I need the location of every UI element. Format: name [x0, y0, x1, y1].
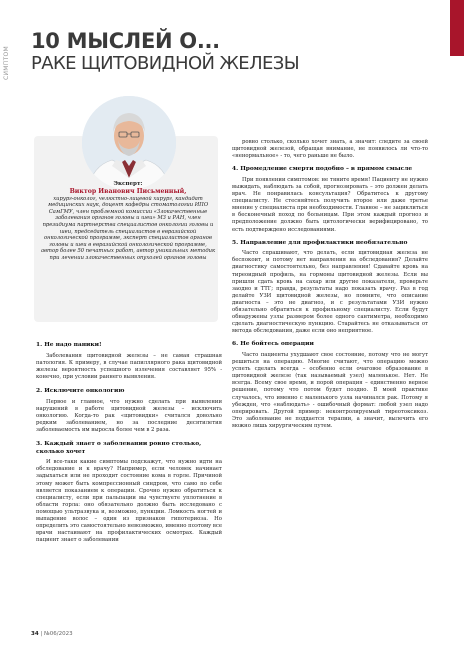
paragraph: Часто пациенты ухудшают свое состояние, потому что не могут решиться на операцию. Многие считают, что операцию можно успеть сделать всегда – особенно если очаговое образование в щитовидной железе (так называемый узел) маленькое. Нет. Не всегда. Всему свое время, и порой операция – единственно верное решение, потому что потом будет поздно. В моей практике случалось, что именно с маленького узла начинался рак. Потому я убежден, что «наблюдать» - ошибочный формат: любой узел надо оперировать. Другой пример: неконтролируемый тиреотоксикоз. Это заболевание не поддается терапии, а значит, вылечить его можно лишь хирургическим путем. [232, 351, 428, 429]
section-heading: 1. Не надо паники! [36, 341, 102, 348]
page-title: 10 МЫСЛЕЙ О... [31, 29, 220, 53]
page-number: 34 [31, 631, 39, 637]
section-heading: 5. Направление для профилактики необязательно [232, 238, 408, 246]
accent-bar [450, 0, 464, 56]
expert-label: Эксперт: [113, 181, 143, 187]
page-footer [31, 631, 231, 637]
section-heading: 2. Исключите онкологию [36, 386, 125, 394]
section-heading: 4. Промедление смерти подобно – в прямом смысле [232, 165, 413, 173]
issue-number: | №06/2023 [40, 631, 73, 637]
page-subtitle: РАКЕ ЩИТОВИДНОЙ ЖЕЛЕЗЫ [31, 53, 300, 74]
expert-info [40, 181, 216, 262]
paragraph: Первое и главное, что нужно сделать при выявлении нарушений в работе щитовидной железы – исключить онкологию. Когда-то рак «щитовидки» считался довольно редким заболеванием, но за последние десятилетия заболеваемость им выросла более чем в 2 раза. [36, 398, 222, 433]
section-heading: 6. Не бойтесь операции [232, 340, 314, 348]
expert-name: Виктор Иванович Письменный, [69, 187, 187, 195]
right-column [232, 139, 428, 433]
expert-bio: хирург-онколог, челюстно-лицевой хирург, кандидат медицинских наук, доцент кафедры стоматологии ИПО СамГМУ, член проблемной комиссии «Злокачественные заболевания органов головы и шеи» МЗ и РАН, член президиума партнерства специалистов онкологии головы и шеи, председатель специалистов в евразийской онкологической программе, эксперт специалистов органов головы и шеи в евразийской онкологической программе, автор более 50 печатных работ, автор уникальных методик при лечении злокачественных опухолей органов головы [40, 195, 216, 261]
paragraph: Часто спрашивают, что делать, если щитовидная железа не беспокоит, и потому нет направления на обследования? Делайте диагностику самостоятельно, без направления! Сдавайте кровь на тиреоидный профиль, на гормоны щитовидной железы. Если вы пришли сдать кровь на сахар или другие показатели, проверьте заодно и ТТГ; правда, результаты надо показать врачу. Раз в год делайте УЗИ щитовидной железы, но помните, что описание диагноста – это не диагноз, и с результатами УЗИ нужно обязательно обратиться к профильному специалисту. Если будут обнаружены узлы размером более одного сантиметра, необходимо сделать диагностическую пункцию. Старайтесь не отказываться от метода обследования, даже если оно неприятное. [232, 250, 428, 335]
section-heading: 3. Каждый знает о заболевании ровно столько, сколько хочет [36, 440, 202, 455]
left-column [36, 335, 222, 547]
paragraph: И все-таки какие симптомы подскажут, что нужно идти на обследование и к врачу? Например, если человек начинает задыхаться или не проходит состояние кома в горле. Причиной этому может быть компрессионный синдром, что само по себе является показанием к операции. Срочно нужно обратиться к специалисту, если при пальпации вы чувствуете уплотнение в области горла: оно обязательно должно быть исследовано с помощью ультразвука и, возможно, пункции. Ломкость ногтей и выпадение волос – один из признаков гипотериоза. Но определить это самостоятельно невозможно, именно поэтому все врачи настаивают на профилактических осмотрах. Каждый пациент знает о заболевании [36, 459, 222, 544]
expert-photo [82, 96, 176, 190]
paragraph: ровно столько, сколько хочет знать, а значит: следите за своей щитовидной железой, обращая внимание, не появилось ли что-то «ненормальное» - то, чего раньше не было. [232, 139, 428, 160]
paragraph: Заболевания щитовидной железы – не самая страшная патология. К примеру, в случае папиллярного рака щитовидной железы вероятность успешного излечения составляет 95% - конечно, при условии раннего выявления. [36, 352, 222, 380]
paragraph: При появлении симптомов: не тяните время! Пациенту не нужно выжидать, наблюдать за собой, прогнозировать – это должен делать врач. Не понравилась консультация? Обратитесь к другому специалисту. Не стесняйтесь получить второе или даже третье мнение у специалиста при необходимости. Главное – не зациклиться в бесконечный поход по больницам. При этом каждый прогноз и предположение должно быть цитологически верифицировано, то есть подтверждено исследованиями. [232, 176, 428, 233]
expert-portrait [82, 96, 176, 190]
section-label: СИМПТОМ [3, 45, 10, 80]
